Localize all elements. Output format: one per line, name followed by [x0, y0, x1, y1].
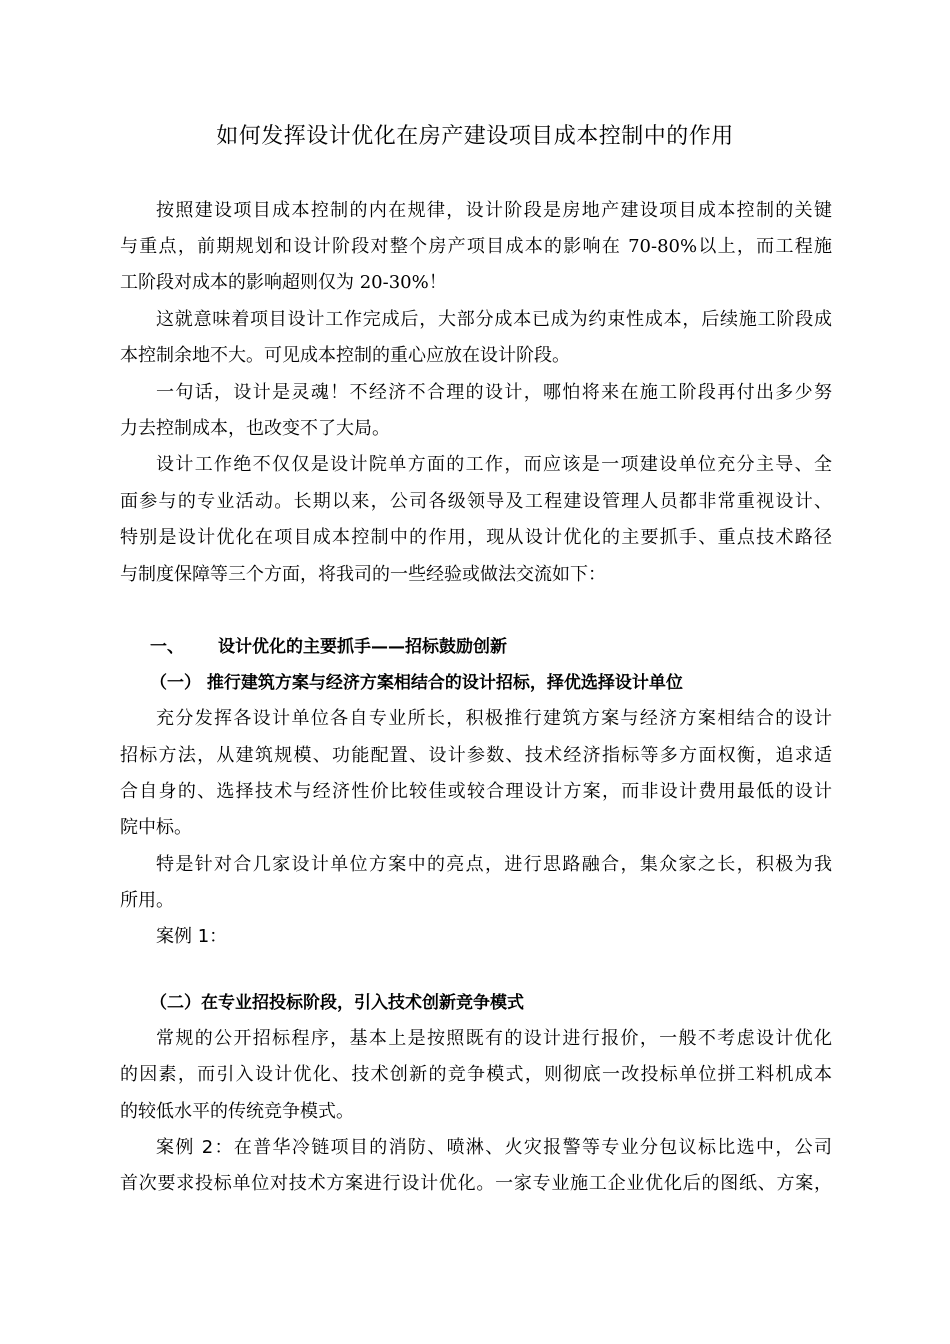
paragraph-line: 特是针对合几家设计单位方案中的亮点，进行思路融合，集众家之长，积极为我 [156, 854, 832, 875]
paragraph-line: 面参与的专业活动。长期以来，公司各级领导及工程建设管理人员都非常重视设计、 [120, 491, 832, 512]
paragraph-line: 首次要求投标单位对技术方案进行设计优化。一家专业施工企业优化后的图纸、方案， [120, 1173, 832, 1194]
paragraph-line: 设计工作绝不仅仅是设计院单方面的工作，而应该是一项建设单位充分主导、全 [156, 454, 832, 475]
subsection-heading: （一） 推行建筑方案与经济方案相结合的设计招标，择优选择设计单位 [150, 673, 683, 693]
paragraph-line: 与重点，前期规划和设计阶段对整个房产项目成本的影响在 70-80%以上，而工程施 [120, 236, 832, 257]
paragraph-text: 在普华冷链项目的消防、喷淋、火灾报警等专业分包议标比选中，公司 [233, 1137, 832, 1158]
section-heading-text: 设计优化的主要抓手——招标鼓励创新 [218, 637, 507, 657]
paragraph-line: 这就意味着项目设计工作完成后，大部分成本已成为约束性成本，后续施工阶段成 [156, 309, 832, 330]
subsection-heading: （二）在专业招投标阶段，引入技术创新竞争模式 [150, 993, 524, 1013]
paragraph-line: 所用。 [120, 890, 174, 911]
paragraph-line: 特别是设计优化在项目成本控制中的作用，现从设计优化的主要抓手、重点技术路径 [120, 527, 832, 548]
paragraph-line: 力去控制成本，也改变不了大局。 [120, 418, 390, 439]
paragraph-line: 一句话，设计是灵魂！不经济不合理的设计，哪怕将来在施工阶段再付出多少努 [156, 382, 832, 403]
paragraph-line: 合自身的、选择技术与经济性价比较佳或较合理设计方案，而非设计费用最低的设计 [120, 781, 832, 802]
paragraph-line: 工阶段对成本的影响超则仅为 20-30%！ [120, 272, 447, 293]
section-number: 一、 [150, 637, 184, 657]
case-label: 案例 1： [156, 926, 228, 947]
paragraph-line: 按照建设项目成本控制的内在规律，设计阶段是房地产建设项目成本控制的关键 [156, 200, 832, 221]
case-label: 案例 2： [156, 1137, 234, 1158]
paragraph-line [156, 1135, 832, 1161]
paragraph-line: 本控制余地不大。可见成本控制的重心应放在设计阶段。 [120, 345, 570, 366]
paragraph-line: 的因素，而引入设计优化、技术创新的竞争模式，则彻底一改投标单位拼工料机成本 [120, 1064, 832, 1085]
paragraph-line: 与制度保障等三个方面，将我司的一些经验或做法交流如下： [120, 564, 606, 585]
section-heading [150, 634, 832, 660]
document-title: 如何发挥设计优化在房产建设项目成本控制中的作用 [216, 124, 734, 149]
paragraph-line: 招标方法，从建筑规模、功能配置、设计参数、技术经济指标等多方面权衡，追求适 [120, 745, 832, 766]
paragraph-line: 常规的公开招标程序，基本上是按照既有的设计进行报价，一般不考虑设计优化 [156, 1028, 832, 1049]
paragraph-line: 充分发挥各设计单位各自专业所长，积极推行建筑方案与经济方案相结合的设计 [156, 708, 832, 729]
paragraph-line: 的较低水平的传统竞争模式。 [120, 1101, 354, 1122]
paragraph-line: 院中标。 [120, 817, 192, 838]
